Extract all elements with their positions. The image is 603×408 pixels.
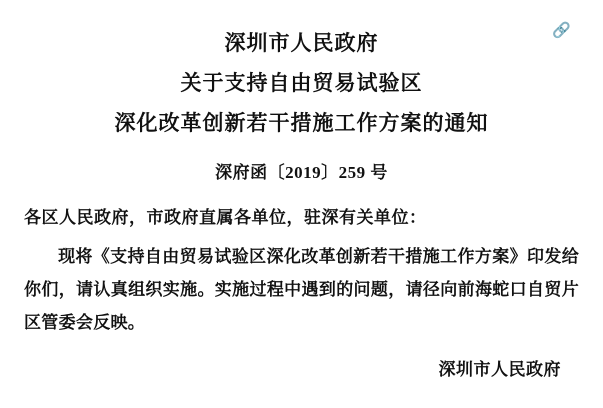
document-body-text: 现将《支持自由贸易试验区深化改革创新若干措施工作方案》印发给你们，请认真组织实施。实施过程中遇到的问题，请径向前海蛇口自贸片区管委会反映。 [24,246,579,332]
document-number: 深府函〔2019〕259 号 [215,162,388,182]
document-title [24,24,579,144]
link-icon: 🔗 [552,23,571,39]
document-body [24,240,579,339]
document-signature: 深圳市人民政府 [438,360,561,380]
document-salutation: 各区人民政府，市政府直属各单位，驻深有关单位： [24,207,427,227]
title-line-2: 关于支持自由贸易试验区 [180,70,423,95]
title-line-3: 深化改革创新若干措施工作方案的通知 [114,110,489,135]
title-line-1: 深圳市人民政府 [224,31,379,55]
